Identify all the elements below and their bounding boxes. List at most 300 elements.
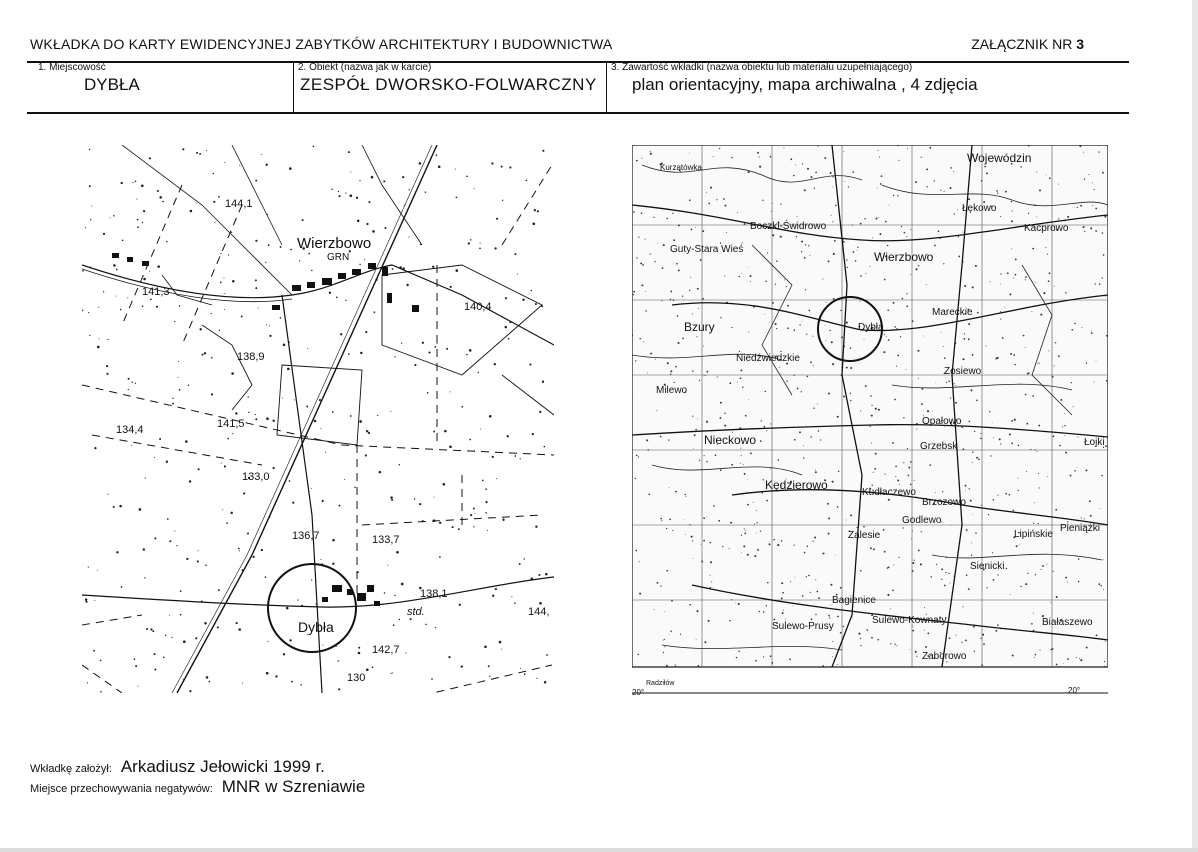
texture-dot	[871, 443, 872, 444]
texture-dot	[685, 534, 686, 535]
texture-dot	[835, 555, 836, 556]
texture-dot	[238, 548, 240, 550]
texture-dot	[322, 500, 324, 502]
texture-dot	[1039, 487, 1040, 488]
texture-dot	[297, 599, 298, 600]
texture-dot	[265, 262, 266, 263]
texture-dot	[964, 285, 966, 287]
texture-dot	[884, 279, 886, 281]
texture-dot	[390, 673, 391, 674]
texture-dot	[764, 314, 765, 315]
texture-dot	[1035, 282, 1036, 283]
texture-dot	[813, 408, 814, 409]
storage-value: MNR w Szreniawie	[221, 777, 366, 796]
texture-dot	[1065, 452, 1067, 454]
texture-dot	[672, 530, 673, 531]
texture-dot	[1038, 473, 1039, 474]
texture-dot	[742, 386, 743, 387]
texture-dot	[969, 488, 970, 489]
texture-dot	[921, 531, 922, 532]
texture-dot	[972, 354, 974, 356]
texture-dot	[359, 420, 362, 423]
texture-dot	[1038, 425, 1040, 427]
texture-dot	[691, 536, 693, 538]
texture-dot	[744, 533, 746, 535]
texture-dot	[522, 299, 524, 301]
texture-dot	[410, 618, 412, 620]
texture-dot	[266, 417, 269, 420]
texture-dot	[935, 492, 936, 493]
object-value: ZESPÓŁ DWORSKO-FOLWARCZNY	[300, 75, 597, 94]
texture-dot	[963, 232, 964, 233]
texture-dot	[676, 263, 678, 265]
locality-value: DYBŁA	[84, 75, 140, 94]
texture-dot	[374, 311, 376, 313]
texture-dot	[941, 568, 943, 570]
texture-dot	[691, 229, 693, 231]
texture-dot	[1036, 216, 1037, 217]
texture-dot	[638, 236, 639, 237]
texture-dot	[401, 342, 402, 343]
texture-dot	[1099, 284, 1100, 285]
texture-dot	[174, 531, 175, 532]
texture-dot	[1096, 635, 1098, 637]
texture-dot	[107, 339, 108, 340]
texture-dot	[339, 505, 341, 507]
texture-dot	[366, 223, 368, 225]
texture-dot	[958, 255, 960, 257]
texture-dot	[737, 382, 738, 383]
texture-dot	[394, 595, 395, 596]
texture-dot	[329, 292, 331, 294]
texture-dot	[365, 331, 367, 333]
texture-dot	[238, 628, 241, 631]
texture-dot	[450, 286, 452, 288]
texture-dot	[392, 672, 393, 673]
texture-dot	[162, 201, 164, 203]
texture-dot	[226, 522, 228, 524]
texture-dot	[1009, 293, 1011, 295]
texture-dot	[1018, 490, 1019, 491]
texture-dot	[972, 514, 973, 515]
texture-dot	[910, 484, 912, 486]
spot-height-136-7: 136,7	[292, 530, 320, 542]
texture-dot	[832, 221, 833, 222]
texture-dot	[299, 260, 300, 261]
texture-dot	[713, 156, 714, 157]
texture-dot	[724, 425, 726, 427]
texture-dot	[242, 683, 243, 684]
texture-dot	[910, 229, 911, 230]
texture-dot	[781, 540, 783, 542]
texture-dot	[635, 550, 637, 552]
texture-dot	[1081, 517, 1082, 518]
texture-dot	[729, 548, 730, 549]
texture-dot	[917, 350, 919, 352]
texture-dot	[456, 197, 458, 199]
texture-dot	[414, 364, 416, 366]
texture-dot	[865, 385, 867, 387]
texture-dot	[338, 688, 340, 690]
texture-dot	[689, 199, 691, 201]
texture-dot	[439, 522, 441, 524]
texture-dot	[809, 255, 810, 256]
texture-dot	[320, 559, 321, 560]
texture-dot	[997, 495, 998, 496]
texture-dot	[113, 506, 115, 508]
texture-dot	[1103, 254, 1105, 256]
texture-dot	[228, 254, 229, 255]
texture-dot	[436, 154, 438, 156]
place-godlewo: Godlewo	[902, 515, 942, 526]
texture-dot	[894, 399, 896, 401]
texture-dot	[473, 526, 474, 527]
texture-dot	[134, 658, 136, 660]
texture-dot	[1077, 436, 1078, 437]
texture-dot	[945, 572, 946, 573]
texture-dot	[975, 532, 977, 534]
texture-dot	[767, 252, 768, 253]
annex-label: ZAŁĄCZNIK NR	[971, 36, 1073, 52]
elevation-labels	[116, 198, 549, 684]
texture-dot	[769, 543, 771, 545]
texture-dot	[156, 306, 158, 308]
texture-dot	[1106, 380, 1108, 382]
texture-dot	[818, 430, 819, 431]
texture-dot	[918, 550, 920, 552]
texture-dot	[703, 517, 705, 519]
texture-dot	[968, 198, 970, 200]
texture-dot	[785, 619, 786, 620]
texture-dot	[777, 544, 779, 546]
texture-dot	[783, 610, 784, 611]
texture-dot	[971, 389, 973, 391]
texture-dot	[692, 540, 693, 541]
texture-dot	[835, 205, 837, 207]
texture-dot	[149, 271, 150, 272]
texture-dot	[166, 461, 168, 463]
texture-dot	[677, 342, 679, 344]
texture-dot	[236, 622, 238, 624]
texture-dot	[860, 301, 861, 302]
texture-dot	[880, 183, 882, 185]
texture-dot	[972, 286, 974, 288]
texture-dot	[1071, 382, 1072, 383]
texture-dot	[986, 345, 987, 346]
texture-dot	[738, 650, 740, 652]
place-pieniazki: Pieniążki	[1060, 523, 1101, 534]
texture-dot	[738, 276, 739, 277]
texture-dot	[1018, 445, 1020, 447]
texture-dot	[807, 168, 809, 170]
texture-dot	[485, 501, 487, 503]
texture-dot	[706, 461, 707, 462]
texture-dot	[1011, 443, 1013, 445]
texture-dot	[211, 357, 213, 359]
texture-dot	[873, 472, 874, 473]
texture-dot	[843, 151, 844, 152]
texture-dot	[816, 591, 818, 593]
texture-dot	[1103, 559, 1104, 560]
texture-dot	[948, 380, 950, 382]
texture-dot	[875, 408, 877, 410]
texture-dot	[544, 446, 546, 448]
texture-dot	[983, 643, 985, 645]
texture-dot	[986, 172, 988, 174]
texture-dot	[896, 366, 897, 367]
texture-dot	[724, 275, 725, 276]
texture-dot	[921, 388, 923, 390]
texture-dot	[662, 267, 664, 269]
texture-dot	[670, 370, 672, 372]
texture-dot	[520, 458, 521, 459]
texture-dot	[211, 313, 212, 314]
texture-dot	[1010, 594, 1011, 595]
texture-dot	[896, 328, 897, 329]
texture-dot	[850, 393, 851, 394]
texture-dot	[744, 473, 746, 475]
texture-dot	[402, 176, 404, 178]
texture-dot	[505, 297, 507, 299]
texture-dot	[150, 628, 152, 630]
texture-dot	[1049, 350, 1050, 351]
texture-dot	[903, 462, 904, 463]
texture-dot	[531, 290, 532, 291]
texture-dot	[356, 197, 358, 199]
texture-dot	[716, 199, 717, 200]
texture-dot	[692, 558, 693, 559]
texture-dot	[534, 209, 536, 211]
texture-dot	[496, 218, 498, 220]
texture-dot	[319, 399, 321, 401]
texture-dot	[455, 269, 458, 272]
texture-dot	[645, 291, 646, 292]
texture-dot	[760, 440, 762, 442]
texture-dot	[536, 678, 537, 679]
texture-dot	[766, 430, 767, 431]
texture-dot	[332, 539, 335, 542]
texture-dot	[968, 323, 970, 325]
texture-dot	[685, 494, 686, 495]
texture-dot	[692, 313, 693, 314]
creator-line	[30, 757, 325, 777]
texture-dot	[482, 480, 484, 482]
texture-dot	[268, 244, 270, 246]
place-dybla: Dybła	[298, 619, 334, 635]
texture-dot	[1012, 211, 1013, 212]
texture-dot	[944, 585, 946, 587]
texture-dot	[127, 297, 128, 298]
texture-dot	[255, 279, 257, 281]
locality-label: 1. Miejscowość	[38, 62, 106, 73]
texture-dot	[833, 298, 835, 300]
texture-dot	[1084, 231, 1085, 232]
texture-dot	[190, 210, 193, 213]
texture-dot	[815, 470, 816, 471]
texture-dot	[914, 560, 915, 561]
texture-dot	[700, 259, 702, 261]
texture-dot	[802, 321, 803, 322]
texture-dot	[673, 239, 675, 241]
texture-dot	[710, 187, 712, 189]
texture-dot	[243, 492, 245, 494]
texture-dot	[469, 439, 471, 441]
texture-dot	[963, 606, 964, 607]
texture-dot	[408, 237, 409, 238]
texture-dot	[969, 421, 971, 423]
texture-dot	[636, 455, 638, 457]
texture-dot	[820, 439, 821, 440]
texture-dot	[224, 293, 225, 294]
texture-dot	[666, 570, 668, 572]
texture-dot	[502, 518, 504, 520]
texture-dot	[763, 656, 764, 657]
texture-dot	[1067, 581, 1068, 582]
texture-dot	[474, 513, 475, 514]
texture-dot	[442, 483, 445, 486]
spot-height-144: 144,	[528, 606, 550, 618]
texture-dot	[828, 260, 830, 262]
place-wierzbowo: Wierzbowo	[297, 235, 372, 252]
texture-dot	[920, 563, 922, 565]
place-lipinskie: Lipińskie	[1014, 529, 1053, 540]
texture-dot	[965, 490, 966, 491]
texture-dot	[876, 218, 878, 220]
texture-dot	[366, 668, 369, 671]
texture-dot	[196, 152, 198, 154]
texture-dot	[832, 481, 834, 483]
texture-dot	[887, 594, 889, 596]
texture-dot	[163, 656, 165, 658]
texture-dot	[357, 220, 360, 223]
texture-dot	[524, 673, 526, 675]
texture-dot	[887, 309, 889, 311]
texture-dot	[689, 604, 691, 606]
texture-dot	[860, 410, 861, 411]
longitude-label-left: 20°	[632, 688, 645, 697]
texture-dot	[1015, 274, 1017, 276]
texture-dot	[230, 512, 232, 514]
texture-dot	[912, 630, 914, 632]
texture-dot	[699, 460, 700, 461]
texture-dot	[479, 248, 481, 250]
texture-dot	[1088, 174, 1089, 175]
texture-dot	[1019, 545, 1020, 546]
texture-dot	[672, 213, 673, 214]
texture-dot	[878, 639, 880, 641]
texture-dot	[529, 363, 531, 365]
texture-dot	[908, 467, 910, 469]
texture-dot	[135, 665, 137, 667]
texture-dot	[1009, 494, 1011, 496]
texture-dot	[980, 438, 982, 440]
texture-dot	[1105, 445, 1107, 447]
texture-dot	[314, 420, 317, 423]
texture-dot	[710, 587, 711, 588]
texture-dot	[837, 616, 839, 618]
texture-dot	[803, 457, 804, 458]
texture-dot	[390, 411, 391, 412]
texture-dot	[695, 227, 696, 228]
texture-dot	[139, 508, 142, 511]
texture-dot	[448, 656, 450, 658]
texture-dot	[834, 240, 836, 242]
texture-dot	[406, 284, 408, 286]
place-wojewodzin: Wojewódzin	[967, 151, 1032, 165]
spot-height-141-3: 141,3	[142, 286, 170, 298]
texture-dot	[511, 596, 512, 597]
texture-dot	[898, 160, 899, 161]
texture-dot	[968, 588, 970, 590]
texture-dot	[704, 455, 705, 456]
texture-dot	[741, 273, 742, 274]
texture-dot	[801, 241, 803, 243]
texture-dot	[944, 357, 946, 359]
texture-dot	[1028, 372, 1030, 374]
spot-height-138-9: 138,9	[237, 351, 265, 363]
texture-dot	[725, 205, 727, 207]
orientation-plan-map	[82, 145, 554, 693]
texture-dot	[1064, 425, 1065, 426]
texture-dot	[950, 167, 952, 169]
texture-dot	[544, 681, 547, 684]
texture-dot	[710, 561, 712, 563]
place-mareckie: Mareckie	[932, 307, 973, 318]
texture-dot	[141, 184, 144, 187]
texture-dot	[633, 294, 634, 295]
texture-dot	[958, 236, 959, 237]
texture-dot	[537, 210, 539, 212]
texture-dot	[663, 652, 664, 653]
texture-dot	[239, 550, 240, 551]
texture-dot	[892, 589, 894, 591]
place-zosiewo: Zosiewo	[944, 366, 982, 377]
texture-dot	[1000, 318, 1001, 319]
texture-dot	[1056, 664, 1058, 666]
texture-dot	[767, 582, 769, 584]
texture-dot	[143, 278, 146, 281]
texture-dot	[1056, 596, 1058, 598]
texture-dot	[813, 365, 814, 366]
texture-dot	[824, 325, 825, 326]
texture-dot	[222, 509, 223, 510]
texture-dot	[459, 604, 461, 606]
texture-dot	[394, 356, 395, 357]
texture-dot	[539, 411, 541, 413]
texture-dot	[131, 445, 132, 446]
texture-dot	[106, 365, 108, 367]
texture-dot	[900, 336, 901, 337]
texture-dot	[1018, 478, 1019, 479]
texture-dot	[1053, 435, 1055, 437]
texture-dot	[831, 341, 833, 343]
texture-dot	[97, 570, 98, 571]
texture-dot	[219, 330, 220, 331]
texture-dot	[847, 267, 848, 268]
texture-dot	[641, 212, 643, 214]
texture-dot	[906, 369, 907, 370]
texture-dot	[980, 433, 981, 434]
texture-dot	[801, 251, 802, 252]
texture-dot	[666, 218, 668, 220]
texture-dot	[1047, 254, 1048, 255]
texture-dot	[700, 544, 701, 545]
texture-dot	[696, 336, 697, 337]
texture-dot	[645, 239, 646, 240]
texture-dot	[759, 611, 760, 612]
object-label: 2. Obiekt (nazwa jak w karcie)	[298, 62, 432, 73]
texture-dot	[694, 434, 696, 436]
